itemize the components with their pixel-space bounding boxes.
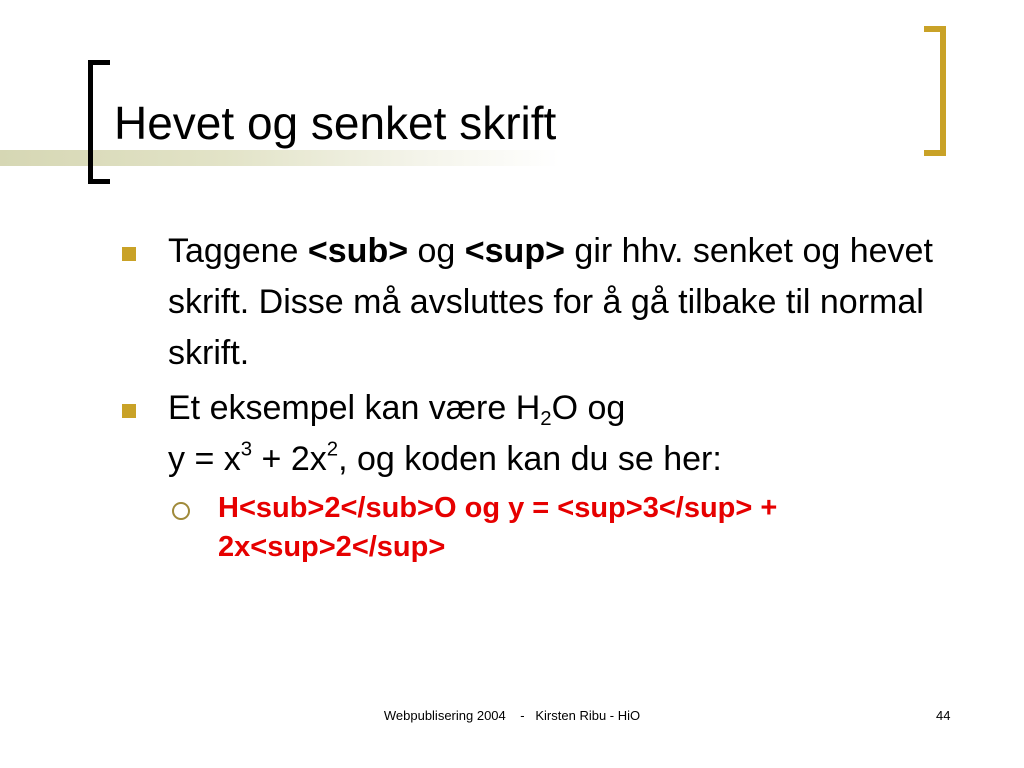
left-bracket-icon	[88, 60, 93, 184]
bullet-example	[120, 383, 950, 485]
example-text: , og koden kan du se her:	[338, 440, 722, 478]
title-underline-band	[0, 150, 560, 166]
slide-content	[120, 226, 950, 567]
superscript-2: 2	[326, 438, 339, 461]
left-bracket-top	[88, 60, 110, 65]
bullet-text: Taggene	[168, 232, 308, 270]
example-text: Et eksempel kan være H	[168, 389, 541, 427]
superscript-3: 3	[240, 438, 253, 461]
example-text: + 2x	[252, 440, 327, 478]
bullet-text: gir hhv. senket og hevet skrift. Disse må avsluttes for å gå tilbake til normal skrift.	[168, 232, 933, 372]
slide-title: Hevet og senket skrift	[114, 97, 557, 149]
example-text: y = x	[168, 440, 241, 478]
bullet-tags-explanation	[120, 226, 950, 379]
square-bullet-icon	[122, 404, 136, 418]
bullet-text: og	[408, 232, 465, 270]
code-example: H<sub>2</sub>O og y = <sup>3</sup> + 2x<sup>2</sup>	[218, 492, 778, 563]
footer-text: Webpublisering 2004 - Kirsten Ribu - HiO	[383, 708, 641, 723]
right-bracket-top	[924, 26, 946, 32]
code-sub-bullet	[120, 489, 950, 567]
right-bracket-bottom	[924, 150, 946, 156]
example-text: O og	[551, 389, 626, 427]
subscript-2: 2	[540, 408, 552, 431]
circle-bullet-icon	[172, 502, 190, 520]
right-bracket-icon	[940, 26, 946, 156]
left-bracket-bottom	[88, 179, 110, 184]
sup-tag-text: <sup>	[464, 232, 565, 270]
sub-tag-text: <sub>	[307, 232, 409, 270]
square-bullet-icon	[122, 247, 136, 261]
page-number: 44	[936, 708, 951, 723]
